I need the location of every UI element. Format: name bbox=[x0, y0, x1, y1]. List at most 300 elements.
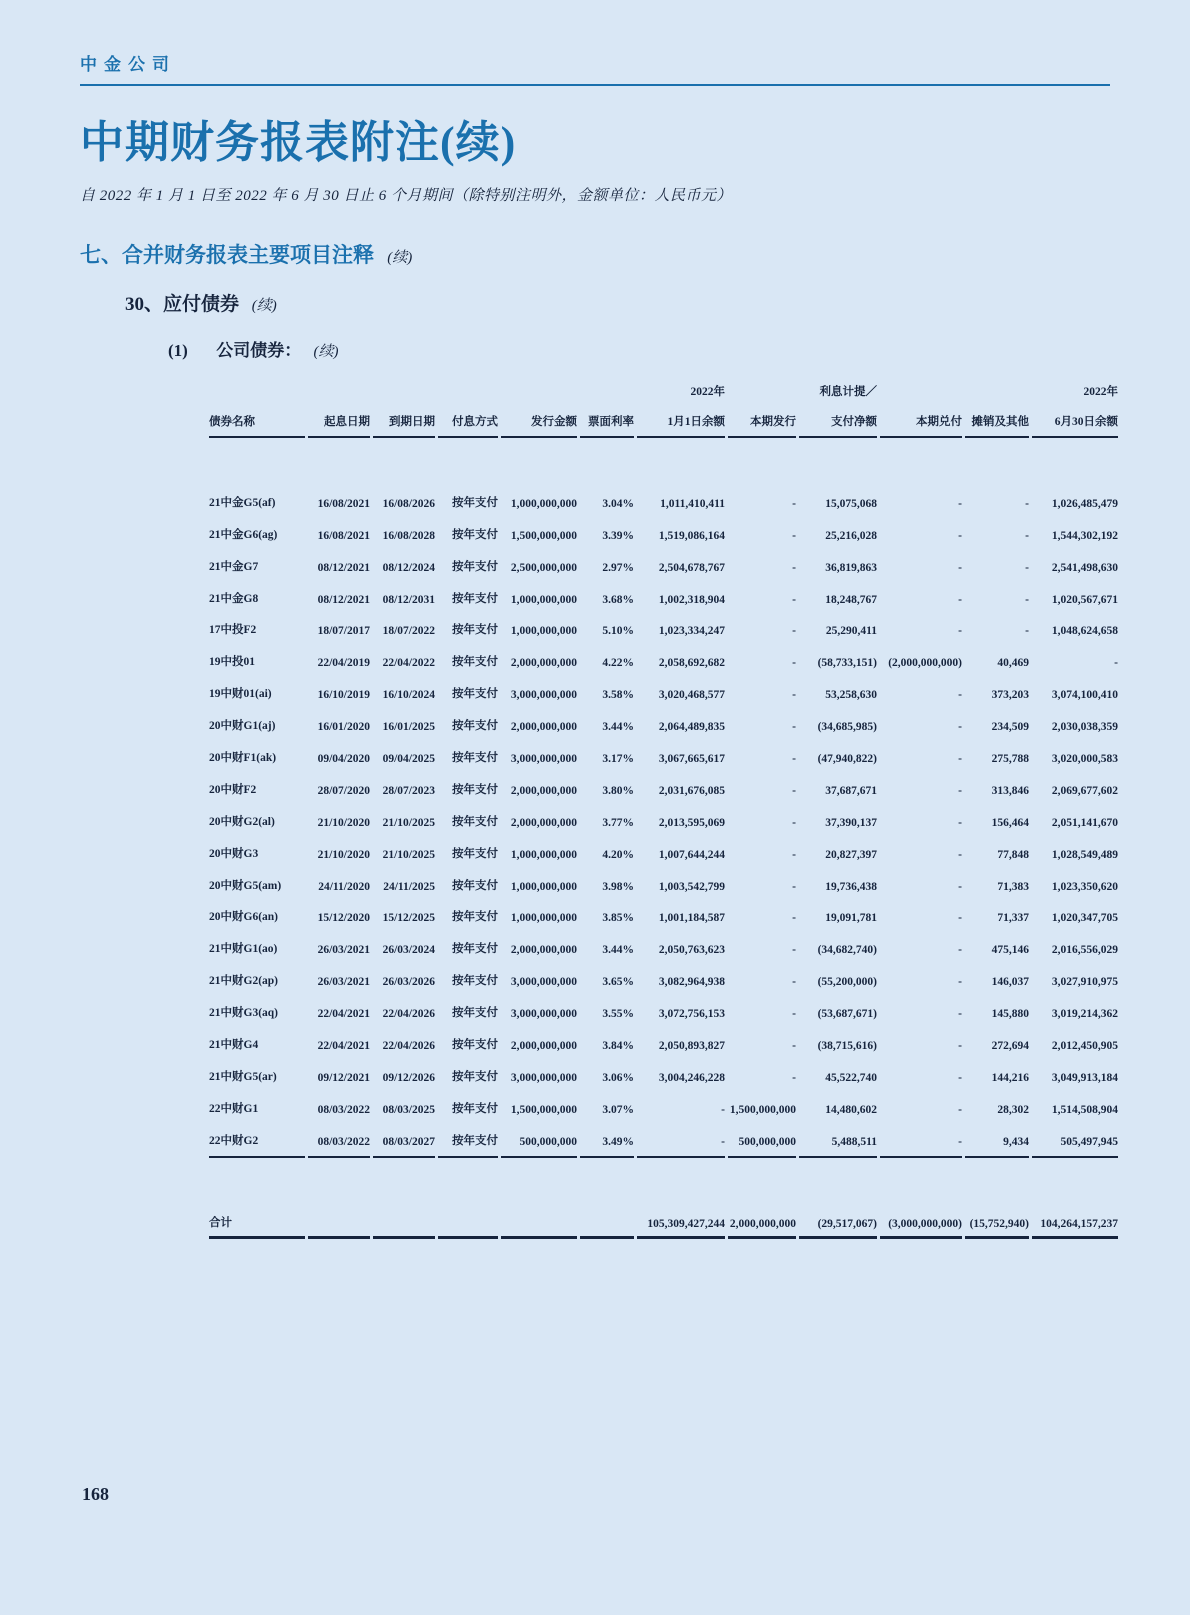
value-cell: 21/10/2020 bbox=[317, 816, 370, 829]
value-cell: 3.68% bbox=[602, 593, 634, 606]
value-cell: 按年支付 bbox=[452, 528, 498, 541]
value-cell: - bbox=[792, 561, 796, 574]
value-cell: - bbox=[792, 912, 796, 925]
value-cell: 按年支付 bbox=[452, 975, 498, 988]
bond-name-cell: 17中投F2 bbox=[209, 624, 257, 637]
value-cell: 按年支付 bbox=[452, 624, 498, 637]
col-header-balance-jun30: 6月30日余额 bbox=[1032, 399, 1118, 438]
page-number: 168 bbox=[82, 1484, 109, 1504]
table-row bbox=[209, 1052, 1118, 1084]
table-row bbox=[209, 1084, 1118, 1116]
value-cell: - bbox=[792, 497, 796, 510]
spacer-row bbox=[209, 438, 1118, 478]
value-cell: (15,752,940) bbox=[965, 1198, 1029, 1239]
value-cell: 18,248,767 bbox=[825, 593, 877, 606]
value-cell: 按年支付 bbox=[452, 592, 498, 605]
value-cell: 1,500,000,000 bbox=[510, 1103, 577, 1116]
value-cell: - bbox=[1025, 593, 1029, 606]
value-cell: 77,848 bbox=[997, 848, 1029, 861]
value-cell: 9,434 bbox=[965, 1116, 1029, 1158]
bond-name-cell: 20中财G5(am) bbox=[209, 879, 282, 892]
value-cell: 22/04/2022 bbox=[382, 657, 435, 670]
bonds-table bbox=[206, 373, 1121, 1239]
value-cell: 1,544,302,192 bbox=[1051, 529, 1118, 542]
value-cell: 18/07/2022 bbox=[382, 625, 435, 638]
value-cell: 按年支付 bbox=[452, 688, 498, 701]
bond-name-cell: 21中金G7 bbox=[209, 560, 259, 573]
value-cell: (34,682,740) bbox=[817, 944, 877, 957]
section-heading-level2 bbox=[125, 289, 1110, 316]
col-header-maturity-date: 到期日期 bbox=[373, 399, 435, 438]
value-cell: 26/03/2021 bbox=[317, 944, 370, 957]
value-cell: 3,020,468,577 bbox=[658, 689, 725, 702]
value-cell: 2,000,000,000 bbox=[510, 721, 577, 734]
bond-name-cell: 19中财01(ai) bbox=[209, 688, 272, 701]
value-cell: 09/12/2026 bbox=[382, 1071, 435, 1084]
bond-name-cell: 20中财G1(aj) bbox=[209, 720, 276, 733]
value-cell: - bbox=[958, 944, 962, 957]
value-cell: - bbox=[792, 689, 796, 702]
table-row bbox=[209, 861, 1118, 893]
value-cell: 3.07% bbox=[602, 1103, 634, 1116]
value-cell: - bbox=[792, 657, 796, 670]
bond-name-cell: 22中财G1 bbox=[209, 1102, 259, 1115]
bond-name-cell: 21中财G1(ao) bbox=[209, 943, 278, 956]
table-row bbox=[209, 893, 1118, 925]
table-row bbox=[209, 797, 1118, 829]
value-cell: 1,002,318,904 bbox=[658, 593, 725, 606]
value-cell: 22/04/2021 bbox=[317, 1008, 370, 1021]
value-cell: 3,000,000,000 bbox=[510, 689, 577, 702]
value-cell: 08/03/2027 bbox=[373, 1116, 435, 1158]
value-cell: 2,000,000,000 bbox=[510, 944, 577, 957]
value-cell: 500,000,000 bbox=[501, 1116, 577, 1158]
value-cell: - bbox=[792, 1040, 796, 1053]
value-cell: 1,007,644,244 bbox=[658, 848, 725, 861]
value-cell: 3,049,913,184 bbox=[1051, 1071, 1118, 1084]
bond-name-cell: 20中财F1(ak) bbox=[209, 752, 277, 765]
value-cell: 08/12/2021 bbox=[317, 561, 370, 574]
value-cell: - bbox=[792, 1008, 796, 1021]
value-cell: 1,020,567,671 bbox=[1051, 593, 1118, 606]
section3-text: 公司债券： bbox=[216, 341, 302, 360]
value-cell: 08/03/2022 bbox=[308, 1116, 370, 1158]
value-cell: 3.39% bbox=[602, 529, 634, 542]
value-cell: 3.58% bbox=[602, 689, 634, 702]
value-cell: 1,011,410,411 bbox=[660, 497, 725, 510]
value-cell: 按年支付 bbox=[452, 656, 498, 669]
value-cell: 22/04/2026 bbox=[382, 1008, 435, 1021]
table-row bbox=[209, 542, 1118, 574]
value-cell: 2,500,000,000 bbox=[510, 561, 577, 574]
value-cell: 2,000,000,000 bbox=[510, 657, 577, 670]
value-cell: 2,504,678,767 bbox=[658, 561, 725, 574]
value-cell: 1,500,000,000 bbox=[729, 1103, 796, 1116]
value-cell: 08/12/2024 bbox=[382, 561, 435, 574]
value-cell: 2,050,893,827 bbox=[658, 1040, 725, 1053]
value-cell: - bbox=[792, 976, 796, 989]
col-header-start-date: 起息日期 bbox=[308, 399, 370, 438]
col-header-redeemed-in-period: 本期兑付 bbox=[880, 399, 962, 438]
value-cell: 2,069,677,602 bbox=[1051, 784, 1118, 797]
value-cell: 28,302 bbox=[997, 1103, 1029, 1116]
header-rule bbox=[80, 84, 1110, 86]
value-cell: - bbox=[792, 1071, 796, 1084]
table-row bbox=[209, 924, 1118, 956]
value-cell: 08/12/2031 bbox=[382, 593, 435, 606]
value-cell: - bbox=[1025, 497, 1029, 510]
value-cell: 09/04/2025 bbox=[382, 753, 435, 766]
bond-name-cell: 21中金G6(ag) bbox=[209, 528, 278, 541]
value-cell: (2,000,000,000) bbox=[888, 657, 962, 670]
bond-name-cell: 21中财G3(aq) bbox=[209, 1007, 278, 1020]
value-cell: 1,514,508,904 bbox=[1051, 1103, 1118, 1116]
table-row bbox=[209, 637, 1118, 669]
value-cell: 2,030,038,359 bbox=[1051, 721, 1118, 734]
value-cell: - bbox=[958, 1071, 962, 1084]
value-cell bbox=[308, 1198, 370, 1239]
value-cell: - bbox=[958, 1040, 962, 1053]
value-cell: - bbox=[1114, 657, 1118, 670]
value-cell: 16/08/2028 bbox=[382, 529, 435, 542]
value-cell: 22/04/2021 bbox=[317, 1040, 370, 1053]
bond-name-cell: 20中财F2 bbox=[209, 783, 257, 796]
value-cell: 4.20% bbox=[602, 848, 634, 861]
value-cell: - bbox=[958, 497, 962, 510]
value-cell: (38,715,616) bbox=[817, 1040, 877, 1053]
value-cell: 1,000,000,000 bbox=[510, 593, 577, 606]
value-cell: 3.80% bbox=[602, 784, 634, 797]
value-cell: 按年支付 bbox=[452, 847, 498, 860]
value-cell: 104,264,157,237 bbox=[1032, 1198, 1118, 1239]
value-cell: 26/03/2026 bbox=[382, 976, 435, 989]
value-cell: 1,023,334,247 bbox=[658, 625, 725, 638]
value-cell: 1,000,000,000 bbox=[510, 912, 577, 925]
value-cell: - bbox=[958, 816, 962, 829]
value-cell: 1,000,000,000 bbox=[510, 848, 577, 861]
value-cell: 16/10/2024 bbox=[382, 689, 435, 702]
header-spacer bbox=[209, 373, 305, 399]
value-cell: 28/07/2023 bbox=[382, 784, 435, 797]
value-cell: - bbox=[637, 1116, 725, 1158]
value-cell: - bbox=[958, 753, 962, 766]
table-row bbox=[209, 765, 1118, 797]
value-cell: - bbox=[792, 848, 796, 861]
value-cell: 45,522,740 bbox=[825, 1071, 877, 1084]
value-cell: 16/01/2025 bbox=[382, 721, 435, 734]
value-cell: - bbox=[958, 625, 962, 638]
value-cell: 500,000,000 bbox=[728, 1116, 796, 1158]
value-cell: 272,694 bbox=[991, 1040, 1029, 1053]
value-cell: - bbox=[958, 1103, 962, 1116]
col-header-year-jan: 2022年 bbox=[690, 386, 725, 398]
value-cell: - bbox=[958, 880, 962, 893]
value-cell: 19,736,438 bbox=[825, 880, 877, 893]
value-cell: 40,469 bbox=[997, 657, 1029, 670]
col-header-net-payment: 支付净额 bbox=[799, 399, 877, 438]
section-heading-level3 bbox=[168, 336, 1110, 361]
col-header-issue-amount: 发行金额 bbox=[501, 399, 577, 438]
value-cell: - bbox=[792, 721, 796, 734]
bond-name-cell: 19中投01 bbox=[209, 656, 255, 669]
value-cell: - bbox=[958, 689, 962, 702]
table-row bbox=[209, 510, 1118, 542]
bond-name-cell: 21中财G4 bbox=[209, 1039, 259, 1052]
value-cell: 3,000,000,000 bbox=[510, 1008, 577, 1021]
table-row bbox=[209, 1020, 1118, 1052]
value-cell: 按年支付 bbox=[452, 560, 498, 573]
value-cell: 3.44% bbox=[602, 721, 634, 734]
value-cell: (3,000,000,000) bbox=[880, 1198, 962, 1239]
value-cell: 2,000,000,000 bbox=[510, 784, 577, 797]
value-cell: 36,819,863 bbox=[825, 561, 877, 574]
value-cell: 18/07/2017 bbox=[317, 625, 370, 638]
value-cell: 3.44% bbox=[602, 944, 634, 957]
value-cell: 15/12/2025 bbox=[382, 912, 435, 925]
value-cell: 53,258,630 bbox=[825, 689, 877, 702]
value-cell bbox=[438, 1198, 498, 1239]
section2-continued-mark: (续) bbox=[251, 298, 277, 314]
value-cell: - bbox=[958, 529, 962, 542]
value-cell: 1,519,086,164 bbox=[658, 529, 725, 542]
value-cell: - bbox=[1025, 529, 1029, 542]
value-cell: 按年支付 bbox=[452, 1007, 498, 1020]
value-cell: 21/10/2020 bbox=[317, 848, 370, 861]
value-cell bbox=[373, 1198, 435, 1239]
value-cell: 3.77% bbox=[602, 816, 634, 829]
value-cell: 3,000,000,000 bbox=[510, 1071, 577, 1084]
table-row bbox=[209, 606, 1118, 638]
value-cell: - bbox=[958, 784, 962, 797]
value-cell: 71,337 bbox=[997, 912, 1029, 925]
table-row bbox=[209, 478, 1118, 510]
value-cell: - bbox=[792, 625, 796, 638]
value-cell: 按年支付 bbox=[452, 1039, 498, 1052]
value-cell: - bbox=[958, 976, 962, 989]
section1-text: 七、合并财务报表主要项目注释 bbox=[80, 243, 374, 267]
total-row bbox=[209, 1198, 1118, 1239]
bond-name-cell: 22中财G2 bbox=[209, 1116, 305, 1158]
col-header-amortization-other: 摊销及其他 bbox=[965, 399, 1029, 438]
value-cell: 3,020,000,583 bbox=[1051, 753, 1118, 766]
value-cell: 25,216,028 bbox=[825, 529, 877, 542]
value-cell: 08/03/2025 bbox=[382, 1103, 435, 1116]
value-cell: 按年支付 bbox=[452, 720, 498, 733]
value-cell: 475,146 bbox=[991, 944, 1029, 957]
value-cell: - bbox=[958, 1008, 962, 1021]
value-cell: 3.55% bbox=[602, 1008, 634, 1021]
value-cell: - bbox=[792, 880, 796, 893]
value-cell: 3,027,910,975 bbox=[1051, 976, 1118, 989]
bond-name-cell: 合计 bbox=[209, 1198, 305, 1239]
value-cell: 按年支付 bbox=[452, 1102, 498, 1115]
value-cell: 2,000,000,000 bbox=[510, 1040, 577, 1053]
table-row bbox=[209, 574, 1118, 606]
value-cell: 37,687,671 bbox=[825, 784, 877, 797]
value-cell: 按年支付 bbox=[452, 783, 498, 796]
value-cell: 3,082,964,938 bbox=[658, 976, 725, 989]
table-header-row bbox=[209, 399, 1118, 438]
value-cell: (29,517,067) bbox=[799, 1198, 877, 1239]
value-cell: - bbox=[792, 593, 796, 606]
value-cell: 3,019,214,362 bbox=[1051, 1008, 1118, 1021]
value-cell: 24/11/2020 bbox=[318, 880, 370, 893]
value-cell: 按年支付 bbox=[452, 496, 498, 509]
value-cell: 5.10% bbox=[602, 625, 634, 638]
table-row bbox=[209, 988, 1118, 1020]
value-cell: 105,309,427,244 bbox=[637, 1198, 725, 1239]
value-cell: 2,064,489,835 bbox=[658, 721, 725, 734]
table-row bbox=[209, 701, 1118, 733]
value-cell: 234,509 bbox=[991, 721, 1029, 734]
value-cell: 1,003,542,799 bbox=[658, 880, 725, 893]
value-cell bbox=[580, 1198, 634, 1239]
company-name: 中金公司 bbox=[80, 55, 176, 74]
value-cell: 16/08/2021 bbox=[317, 529, 370, 542]
value-cell: 19,091,781 bbox=[825, 912, 877, 925]
value-cell: 313,846 bbox=[991, 784, 1029, 797]
value-cell: 3,000,000,000 bbox=[510, 753, 577, 766]
value-cell: 08/12/2021 bbox=[317, 593, 370, 606]
section3-index: (1) bbox=[168, 341, 188, 360]
bond-name-cell: 21中金G5(af) bbox=[209, 496, 276, 509]
value-cell: 2,058,692,682 bbox=[658, 657, 725, 670]
value-cell: 2,016,556,029 bbox=[1051, 944, 1118, 957]
table-row bbox=[209, 733, 1118, 765]
table-row bbox=[209, 829, 1118, 861]
value-cell: 15/12/2020 bbox=[317, 912, 370, 925]
value-cell: 16/08/2026 bbox=[382, 497, 435, 510]
value-cell: 3.04% bbox=[602, 497, 634, 510]
value-cell: - bbox=[958, 912, 962, 925]
value-cell: 15,075,068 bbox=[825, 497, 877, 510]
value-cell: 37,390,137 bbox=[825, 816, 877, 829]
value-cell: 09/04/2020 bbox=[317, 753, 370, 766]
value-cell: - bbox=[792, 753, 796, 766]
value-cell: - bbox=[1025, 625, 1029, 638]
section1-continued-mark: (续) bbox=[387, 250, 413, 266]
value-cell: 71,383 bbox=[997, 880, 1029, 893]
value-cell: 1,020,347,705 bbox=[1051, 912, 1118, 925]
value-cell: 21/10/2025 bbox=[382, 816, 435, 829]
value-cell: 26/03/2024 bbox=[382, 944, 435, 957]
table-row bbox=[209, 1116, 1118, 1158]
col-header-bond-name: 债券名称 bbox=[209, 399, 305, 438]
value-cell: 1,026,485,479 bbox=[1051, 497, 1118, 510]
bond-name-cell: 21中财G5(ar) bbox=[209, 1070, 277, 1083]
value-cell: 2,013,595,069 bbox=[658, 816, 725, 829]
col-header-payment-method: 付息方式 bbox=[438, 399, 498, 438]
value-cell: 按年支付 bbox=[452, 815, 498, 828]
value-cell: 275,788 bbox=[991, 753, 1029, 766]
value-cell: 22/04/2019 bbox=[317, 657, 370, 670]
value-cell: 20,827,397 bbox=[825, 848, 877, 861]
value-cell: - bbox=[958, 593, 962, 606]
value-cell: 25,290,411 bbox=[825, 625, 877, 638]
value-cell: 2,012,450,905 bbox=[1051, 1040, 1118, 1053]
value-cell: (34,685,985) bbox=[817, 721, 877, 734]
value-cell: 145,880 bbox=[991, 1008, 1029, 1021]
value-cell: 3.85% bbox=[602, 912, 634, 925]
value-cell: 按年支付 bbox=[452, 879, 498, 892]
value-cell: (53,687,671) bbox=[817, 1008, 877, 1021]
value-cell: 2,051,141,670 bbox=[1051, 816, 1118, 829]
value-cell: 3,004,246,228 bbox=[658, 1071, 725, 1084]
spacer-row bbox=[209, 1158, 1118, 1198]
value-cell: 2,000,000,000 bbox=[510, 816, 577, 829]
col-header-coupon-rate: 票面利率 bbox=[580, 399, 634, 438]
value-cell: 2,000,000,000 bbox=[728, 1198, 796, 1239]
col-header-interest-accrual: 利息计提／ bbox=[819, 386, 877, 398]
page-subtitle: 自 2022 年 1 月 1 日至 2022 年 6 月 30 日止 6 个月期间（除特别注明外，金额单位：人民币元） bbox=[80, 188, 733, 204]
value-cell: 24/11/2025 bbox=[383, 880, 435, 893]
value-cell: (47,940,822) bbox=[817, 753, 877, 766]
value-cell: 按年支付 bbox=[452, 943, 498, 956]
value-cell bbox=[501, 1198, 577, 1239]
value-cell: 2.97% bbox=[602, 561, 634, 574]
bonds-table-container bbox=[206, 373, 1118, 1239]
value-cell: 5,488,511 bbox=[799, 1116, 877, 1158]
table-row bbox=[209, 669, 1118, 701]
value-cell: - bbox=[792, 816, 796, 829]
value-cell: - bbox=[792, 944, 796, 957]
value-cell: 373,203 bbox=[991, 689, 1029, 702]
bond-name-cell: 20中财G2(al) bbox=[209, 815, 275, 828]
value-cell: 1,000,000,000 bbox=[510, 880, 577, 893]
value-cell: 按年支付 bbox=[452, 911, 498, 924]
value-cell: (58,733,151) bbox=[817, 657, 877, 670]
value-cell: 16/10/2019 bbox=[317, 689, 370, 702]
col-header-balance-jan1: 1月1日余额 bbox=[637, 399, 725, 438]
value-cell: 3,072,756,153 bbox=[658, 1008, 725, 1021]
col-header-year-jun: 2022年 bbox=[1083, 386, 1118, 398]
value-cell: 2,031,676,085 bbox=[658, 784, 725, 797]
value-cell: - bbox=[958, 721, 962, 734]
value-cell: 144,216 bbox=[991, 1071, 1029, 1084]
value-cell: 3.98% bbox=[602, 880, 634, 893]
value-cell: 08/03/2022 bbox=[317, 1103, 370, 1116]
value-cell: 按年支付 bbox=[452, 1070, 498, 1083]
value-cell: (55,200,000) bbox=[817, 976, 877, 989]
page-title: 中期财务报表附注(续) bbox=[80, 118, 517, 167]
value-cell: - bbox=[792, 529, 796, 542]
value-cell: 按年支付 bbox=[452, 752, 498, 765]
col-header-issued-in-period: 本期发行 bbox=[728, 399, 796, 438]
value-cell: - bbox=[792, 784, 796, 797]
value-cell: 22/04/2026 bbox=[382, 1040, 435, 1053]
bond-name-cell: 20中财G3 bbox=[209, 847, 259, 860]
value-cell: - bbox=[958, 848, 962, 861]
value-cell: 28/07/2020 bbox=[317, 784, 370, 797]
value-cell: 1,028,549,489 bbox=[1051, 848, 1118, 861]
value-cell: 21/10/2025 bbox=[382, 848, 435, 861]
value-cell: 1,500,000,000 bbox=[510, 529, 577, 542]
value-cell: 505,497,945 bbox=[1032, 1116, 1118, 1158]
value-cell: 2,050,763,623 bbox=[658, 944, 725, 957]
value-cell: 26/03/2021 bbox=[317, 976, 370, 989]
value-cell: 3,074,100,410 bbox=[1051, 689, 1118, 702]
value-cell: 3.06% bbox=[602, 1071, 634, 1084]
value-cell: 14,480,602 bbox=[825, 1103, 877, 1116]
value-cell: 3.84% bbox=[602, 1040, 634, 1053]
bond-name-cell: 21中金G8 bbox=[209, 592, 259, 605]
value-cell: - bbox=[958, 561, 962, 574]
section-heading-level1 bbox=[80, 239, 1110, 269]
value-cell: 按年支付 bbox=[438, 1116, 498, 1158]
value-cell: 09/12/2021 bbox=[317, 1071, 370, 1084]
section2-text: 30、应付债券 bbox=[125, 294, 240, 315]
bond-name-cell: 20中财G6(an) bbox=[209, 911, 278, 924]
